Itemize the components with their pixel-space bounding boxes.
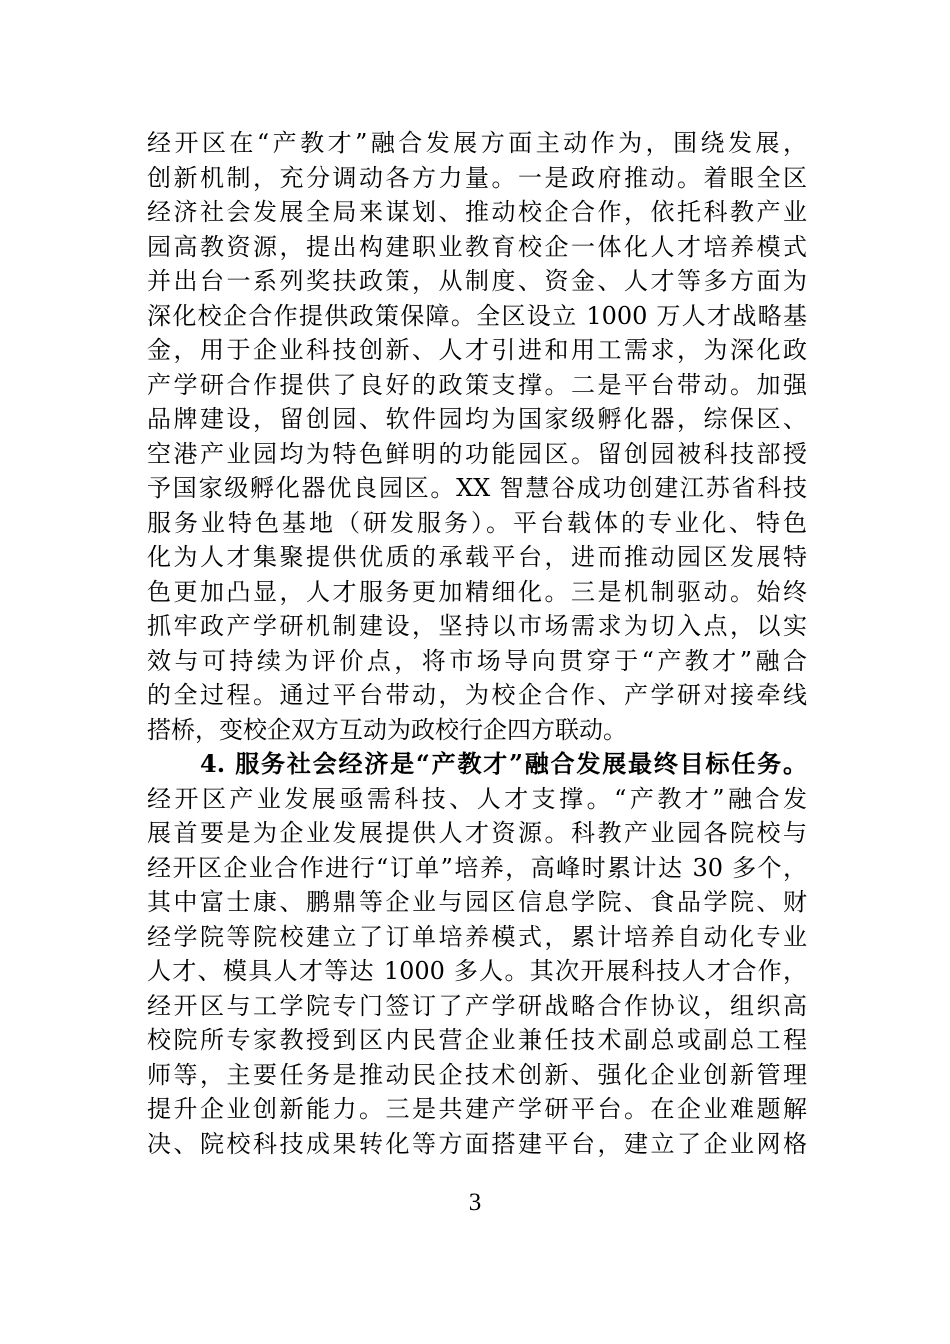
text-line: 色更加凸显，人才服务更加精细化。三是机制驱动。始终 — [147, 577, 807, 606]
text-line: 深化校企合作提供政策保障。全区设立 1000 万人才战略基 — [147, 301, 807, 330]
text-line: 经开区与工学院专门签订了产学研战略合作协议，组织高 — [147, 991, 807, 1020]
text-line: 化为人才集聚提供优质的承载平台，进而推动园区发展特 — [147, 543, 807, 571]
text-line: 搭桥，变校企双方互动为政校行企四方联动。 — [147, 715, 627, 744]
text-line: 决、院校科技成果转化等方面搭建平台，建立了企业网格 — [147, 1129, 807, 1158]
text-line: 并出台一系列奖扶政策，从制度、资金、人才等多方面为 — [147, 267, 807, 295]
text-line: 经济社会发展全局来谋划、推动校企合作，依托科教产业 — [147, 198, 807, 226]
text-line: 师等，主要任务是推动民企技术创新、强化企业创新管理 — [147, 1060, 807, 1089]
section-heading: 4. 服务社会经济是“产教才”融合发展最终目标任务。 — [200, 749, 807, 778]
text-line: 空港产业园均为特色鲜明的功能园区。留创园被科技部授 — [147, 439, 807, 468]
text-line: 品牌建设，留创园、软件园均为国家级孵化器，综保区、 — [147, 405, 807, 433]
text-line: 其中富士康、鹏鼎等企业与园区信息学院、食品学院、财 — [147, 888, 807, 916]
text-line: 服务业特色基地（研发服务）。平台载体的专业化、特色 — [147, 508, 807, 537]
text-line: 的全过程。通过平台带动，为校企合作、产学研对接牵线 — [147, 681, 807, 709]
text-line: 产学研合作提供了良好的政策支撑。二是平台带动。加强 — [147, 370, 807, 399]
text-line: 予国家级孵化器优良园区。XX 智慧谷成功创建江苏省科技 — [147, 474, 807, 502]
document-body — [147, 126, 807, 1161]
text-line: 校院所专家教授到区内民营企业兼任技术副总或副总工程 — [147, 1026, 807, 1054]
page-number: 3 — [468, 1189, 482, 1216]
text-line: 抓牢政产学研机制建设，坚持以市场需求为切入点，以实 — [147, 612, 807, 640]
text-line: 效与可持续为评价点，将市场导向贯穿于“产教才”融合 — [147, 646, 807, 675]
text-line: 创新机制，充分调动各方力量。一是政府推动。着眼全区 — [147, 163, 807, 192]
paragraph-2 — [147, 782, 807, 1162]
text-line: 金，用于企业科技创新、人才引进和用工需求，为深化政 — [147, 336, 807, 364]
text-line: 经开区在“产教才”融合发展方面主动作为，围绕发展， — [147, 129, 807, 157]
text-line: 园高教资源，提出构建职业教育校企一体化人才培养模式 — [147, 232, 807, 261]
text-line: 经学院等院校建立了订单培养模式，累计培养自动化专业 — [147, 922, 807, 951]
text-line: 人才、模具人才等达 1000 多人。其次开展科技人才合作， — [147, 957, 807, 985]
text-line: 提升企业创新能力。三是共建产学研平台。在企业难题解 — [147, 1095, 807, 1123]
paragraph-1 — [147, 126, 807, 747]
text-line: 经开区企业合作进行“订单”培养，高峰时累计达 30 多个， — [147, 853, 807, 882]
text-line: 展首要是为企业发展提供人才资源。科教产业园各院校与 — [147, 819, 807, 847]
text-line: 经开区产业发展亟需科技、人才支撑。“产教才”融合发 — [147, 784, 807, 813]
